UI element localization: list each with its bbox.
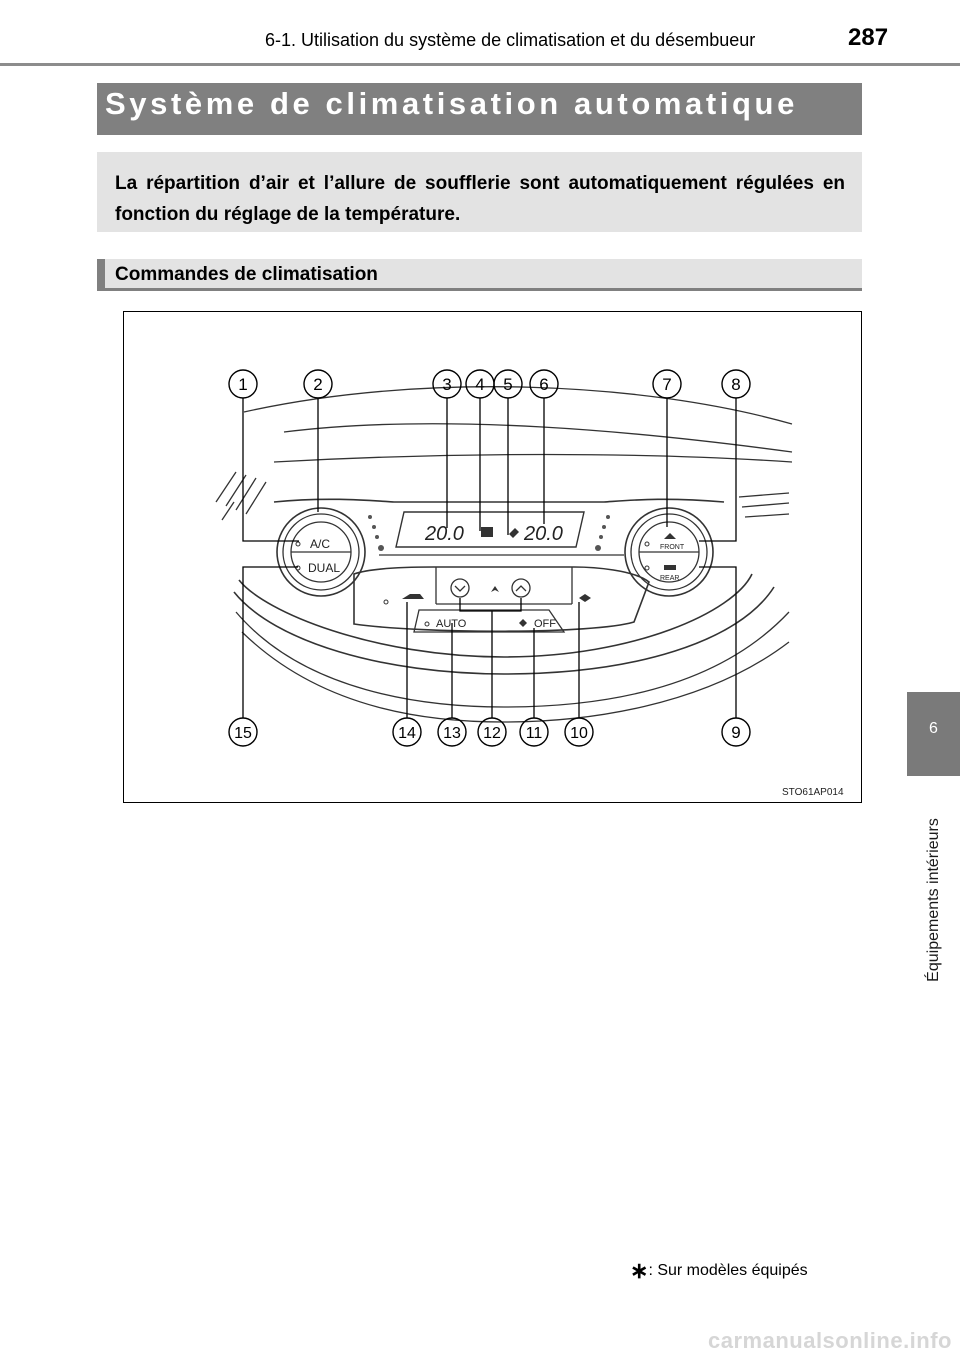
section-heading	[97, 259, 862, 291]
air-outlet-icon	[579, 594, 591, 602]
callout-7: 7	[662, 375, 672, 394]
dual-button[interactable]: DUAL	[308, 561, 341, 575]
fan-off-icon	[519, 619, 527, 627]
callout-3: 3	[442, 375, 452, 394]
header-rule	[0, 63, 960, 66]
left-temp-display: 20.0	[425, 523, 464, 545]
air-outlet-display-icon	[509, 528, 519, 538]
off-button[interactable]: OFF	[534, 618, 556, 630]
watermark-text: carmanualsonline.info	[708, 1328, 952, 1353]
side-tab-number-text: 6	[929, 720, 938, 737]
callout-2: 2	[313, 375, 323, 394]
callout-8: 8	[731, 375, 741, 394]
auto-button[interactable]: AUTO	[436, 618, 467, 630]
intro-box	[97, 152, 862, 232]
page-title-bar	[97, 83, 886, 135]
climate-panel-illustration	[124, 312, 863, 804]
title-asterisk: ∗	[865, 85, 886, 112]
fan-speed-indicator-icon	[481, 527, 493, 537]
climate-control-figure	[123, 311, 862, 803]
callout-15: 15	[234, 725, 252, 742]
callout-12: 12	[483, 725, 501, 742]
section-heading-text: Commandes de climatisation	[115, 264, 378, 285]
callout-5: 5	[503, 375, 513, 394]
ac-button[interactable]: A/C	[310, 537, 331, 551]
side-tab-number	[907, 692, 960, 776]
callout-4: 4	[475, 375, 485, 394]
intro-text: La répartition d’air et l’allure de soufflerie sont automatiquement régulées en fonction du réglage de la température.	[115, 173, 845, 225]
rear-defroster-icon	[664, 565, 676, 570]
front-defroster-icon	[664, 533, 676, 539]
callout-10: 10	[570, 725, 588, 742]
figure-code: STO61AP014	[782, 787, 844, 798]
callout-6: 6	[539, 375, 549, 394]
callout-11: 11	[525, 725, 543, 742]
chapter-header: 6-1. Utilisation du système de climatisation et du désembueur	[265, 30, 756, 50]
right-temp-display: 20.0	[524, 523, 563, 545]
fan-icon	[491, 582, 499, 592]
side-tab-label	[907, 780, 960, 1020]
callout-14: 14	[398, 725, 416, 742]
page-title: Système de climatisation automatique	[105, 86, 798, 121]
footnote-text: : Sur modèles équipés	[648, 1262, 808, 1279]
recirculation-icon	[402, 594, 424, 599]
rear-defroster-button[interactable]: REAR	[660, 575, 680, 582]
callout-9: 9	[731, 723, 741, 742]
footnote-asterisk: ∗	[630, 1258, 649, 1283]
side-tab-label-text: Équipements intérieurs	[924, 818, 942, 982]
callout-1: 1	[238, 375, 248, 394]
footnote	[630, 1258, 808, 1284]
callout-13: 13	[443, 725, 461, 742]
front-defroster-button[interactable]: FRONT	[660, 544, 685, 551]
watermark	[0, 1322, 960, 1360]
page-number: 287	[848, 24, 889, 51]
